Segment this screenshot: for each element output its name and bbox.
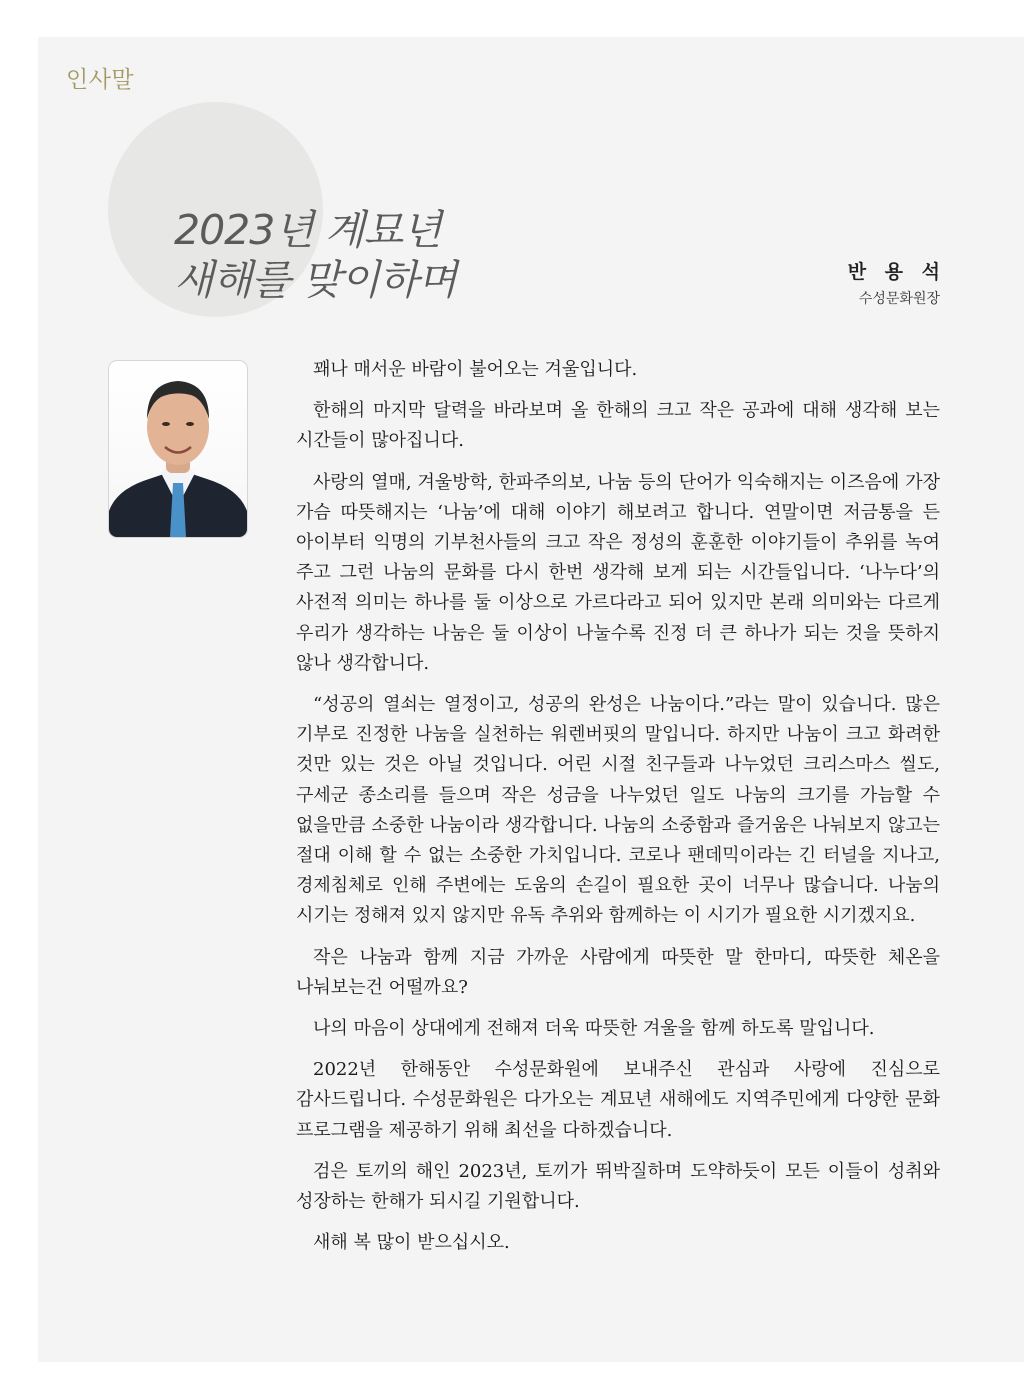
body-paragraph: 한해의 마지막 달력을 바라보며 올 한해의 크고 작은 공과에 대해 생각해 보는 시간들이 많아집니다. [296, 400, 940, 452]
left-eye [162, 422, 170, 426]
body-paragraph: 새해 복 많이 받으십시오. [313, 1232, 510, 1254]
portrait-photo [108, 360, 248, 538]
section-label: 인사말 [66, 67, 135, 93]
page-title [174, 205, 456, 305]
body-paragraph: 2022년 한해동안 수성문화원에 보내주신 관심과 사랑에 진심으로 감사드립니다. 수성문화원은 다가오는 계묘년 새해에도 지역주민에게 다양한 문화 프로그램을 제공하기 위해 최선을 다하겠습니다. [296, 1059, 940, 1141]
title-line-2: 새해를 맞이하며 [174, 256, 457, 304]
portrait-illustration [109, 361, 247, 537]
body-paragraph: 사랑의 열매, 겨울방학, 한파주의보, 나눔 등의 단어가 익숙해지는 이즈음에 가장 가슴 따뜻해지는 ‘나눔’에 대해 이야기 해보려고 합니다. 연말이면 저금통을 든 아이부터 익명의 기부천사들의 크고 작은 정성의 훈훈한 이야기들이 추위를 녹여 주고 그런 나눔의 문화를 다시 한번 생각해 보게 되는 시간들입니다. ‘나누다’의 사전적 의미는 하나를 둘 이상으로 가르다라고 되어 있지만 본래 의미와는 다르게 우리가 생각하는 나눔은 둘 이상이 나눌수록 진정 더 큰 하나가 되는 것을 뜻하지 않나 생각합니다. [296, 471, 940, 674]
author-position: 수성문화원장 [858, 291, 940, 307]
body-paragraph: 작은 나눔과 함께 지금 가까운 사람에게 따뜻한 말 한마디, 따뜻한 체온을 나눠보는건 어떨까요? [296, 946, 940, 998]
body-paragraph: 나의 마음이 상대에게 전해져 더욱 따뜻한 겨울을 함께 하도록 말입니다. [313, 1018, 875, 1040]
body-paragraph: “성공의 열쇠는 열정이고, 성공의 완성은 나눔이다.”라는 말이 있습니다. 많은 기부로 진정한 나눔을 실천하는 워렌버핏의 말입니다. 하지만 나눔이 크고 화려한 것만 있는 것은 아닐 것입니다. 어린 시절 친구들과 나누었던 크리스마스 씰도, 구세군 종소리를 들으며 작은 성금을 나누었던 일도 나눔의 크기를 가늠할 수 없을만큼 소중한 나눔이라 생각합니다. 나눔의 소중함과 즐거움은 나눠보지 않고는 절대 이해 할 수 없는 소중한 가치입니다. 코로나 팬데믹이라는 긴 터널을 지나고, 경제침체로 인해 주변에는 도움의 손길이 필요한 곳이 너무나 많습니다. 나눔의 시기는 정해져 있지 않지만 유독 추위와 함께하는 이 시기가 필요한 시기겠지요. [296, 694, 940, 927]
body-paragraph: 검은 토끼의 해인 2023년, 토끼가 뛰박질하며 도약하듯이 모든 이들이 성취와 성장하는 한해가 되시길 기원합니다. [296, 1160, 940, 1213]
author-block [847, 259, 946, 308]
body-paragraph: 꽤나 매서운 바람이 불어오는 겨울입니다. [313, 359, 638, 380]
right-eye [186, 422, 194, 426]
title-line-1: 2023년 계묘년 [174, 206, 441, 254]
author-name: 반 용 석 [847, 261, 946, 283]
letter-page [38, 37, 1024, 1362]
letter-body [296, 355, 940, 1269]
